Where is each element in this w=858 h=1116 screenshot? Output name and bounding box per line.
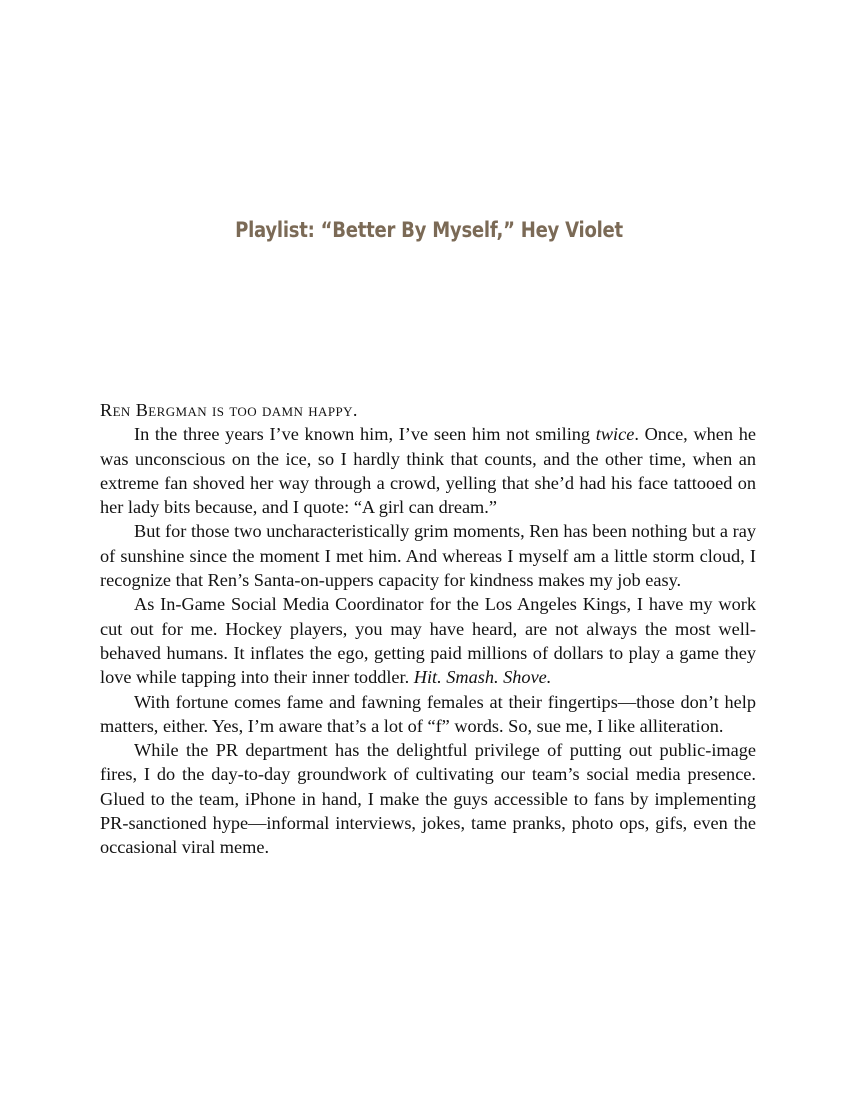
paragraph-4-part-a: As In-Game Social Media Coordinator for the Los Angeles Kings, I have my work cut out for me. Hockey players, you may have heard, are not always the most well-behaved humans. It inflates the ego, getting paid millions of dollars to play a game they love while tapping into their inner toddler. — [100, 594, 756, 688]
paragraph-3: But for those two uncharacteristically grim moments, Ren has been nothing but a ray of sunshine since the moment I met him. And whereas I myself am a little storm cloud, I recognize that Ren’s Santa-on-uppers capacity for kindness makes my job easy. — [100, 521, 756, 591]
chapter-heading: Playlist: “Better By Myself,” Hey Violet — [235, 218, 623, 242]
paragraph-4-italic: Hit. Smash. Shove. — [413, 667, 552, 688]
paragraph-2-part-a: In the three years I’ve known him, I’ve seen him not smiling — [134, 424, 596, 445]
paragraph-2-part-b: . Once, when he was unconscious on the ice, so I hardly think that counts, and the other time, when an extreme fan shoved her way through a crowd, yelling that she’d had his face tattooed on her lady bits because, and I quote: “A girl can dream.” — [100, 424, 756, 518]
body-text — [100, 398, 756, 860]
paragraph-4 — [100, 592, 756, 689]
paragraph-2 — [100, 422, 756, 519]
paragraph-2-italic: twice — [595, 424, 635, 445]
opening-small-caps: Ren Bergman is too damn happy. — [100, 400, 358, 420]
paragraph-1 — [100, 398, 756, 422]
paragraph-6: While the PR department has the delightful privilege of putting out public-image fires, I do the day-to-day groundwork of cultivating our team’s social media presence. Glued to the team, iPhone in hand, I make the guys accessible to fans by implementing PR-sanctioned hype—informal interviews, jokes, tame pranks, photo ops, gifs, even the occasional viral meme. — [100, 740, 756, 858]
paragraph-5: With fortune comes fame and fawning females at their fingertips—those don’t help matters, either. Yes, I’m aware that’s a lot of “f” words. So, sue me, I like alliteration. — [100, 691, 756, 736]
